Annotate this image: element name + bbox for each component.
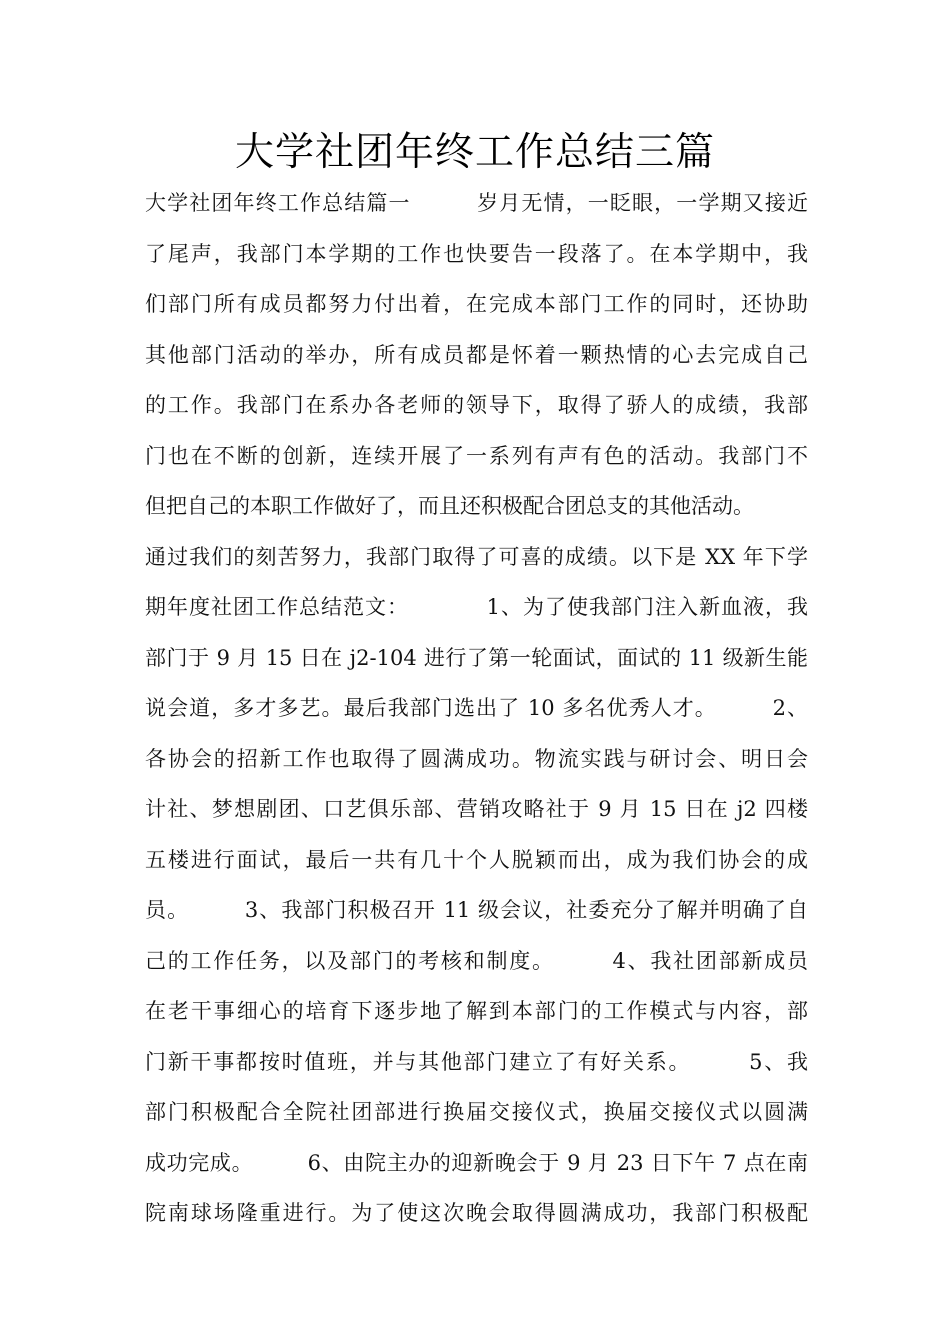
document-title: 大学社团年终工作总结三篇 [234, 130, 715, 175]
body-line: 的工作。我部门在系办各老师的领导下，取得了骄人的成绩，我部 [145, 393, 808, 417]
body-line: 了尾声，我部门本学期的工作也快要告一段落了。在本学期中，我 [145, 241, 808, 266]
body-line: 大学社团年终工作总结篇一 岁月无情，一眨眼，一学期又接近 [145, 191, 808, 215]
body-line: 们部门所有成员都努力付出着，在完成本部门工作的同时，还协助 [145, 292, 808, 316]
body-line: 说会道，多才多艺。最后我部门选出了 10 多名优秀人才。 2、 [145, 696, 808, 720]
body-line: 院南球场隆重进行。为了使这次晚会取得圆满成功，我部门积极配 [145, 1201, 808, 1225]
body-line: 各协会的招新工作也取得了圆满成功。物流实践与研讨会、明日会 [145, 746, 808, 771]
body-line: 己的工作任务，以及部门的考核和制度。 4、我社团部新成员 [145, 948, 808, 973]
body-line: 部门积极配合全院社团部进行换届交接仪式，换届交接仪式以圆满 [145, 1100, 808, 1124]
body-line: 成功完成。 6、由院主办的迎新晚会于 9 月 23 日下午 7 点在南 [145, 1150, 808, 1175]
body-line: 但把自己的本职工作做好了，而且还积极配合团总支的其他活动。 [145, 494, 754, 518]
body-line: 员。 3、我部门积极召开 11 级会议，社委充分了解并明确了自 [145, 898, 808, 922]
body-line: 门新干事都按时值班，并与其他部门建立了有好关系。 5、我 [145, 1049, 808, 1074]
body-line: 期年度社团工作总结范文： 1、为了使我部门注入新血液，我 [145, 595, 808, 619]
body-line: 五楼进行面试，最后一共有几十个人脱颖而出，成为我们协会的成 [145, 847, 808, 872]
body-line: 在老干事细心的培育下逐步地了解到本部门的工作模式与内容，部 [145, 999, 808, 1023]
body-line: 通过我们的刻苦努力，我部门取得了可喜的成绩。以下是 XX 年下学 [145, 544, 808, 569]
body-line: 其他部门活动的举办，所有成员都是怀着一颗热情的心去完成自己 [145, 342, 808, 367]
body-line: 部门于 9 月 15 日在 j2-104 进行了第一轮面试，面试的 11 级新生能 [145, 645, 808, 670]
document-body [145, 178, 808, 1239]
body-line: 计社、梦想剧团、口艺俱乐部、营销攻略社于 9 月 15 日在 j2 四楼 [145, 797, 808, 821]
body-line: 门也在不断的创新，连续开展了一系列有声有色的活动。我部门不 [145, 443, 808, 468]
